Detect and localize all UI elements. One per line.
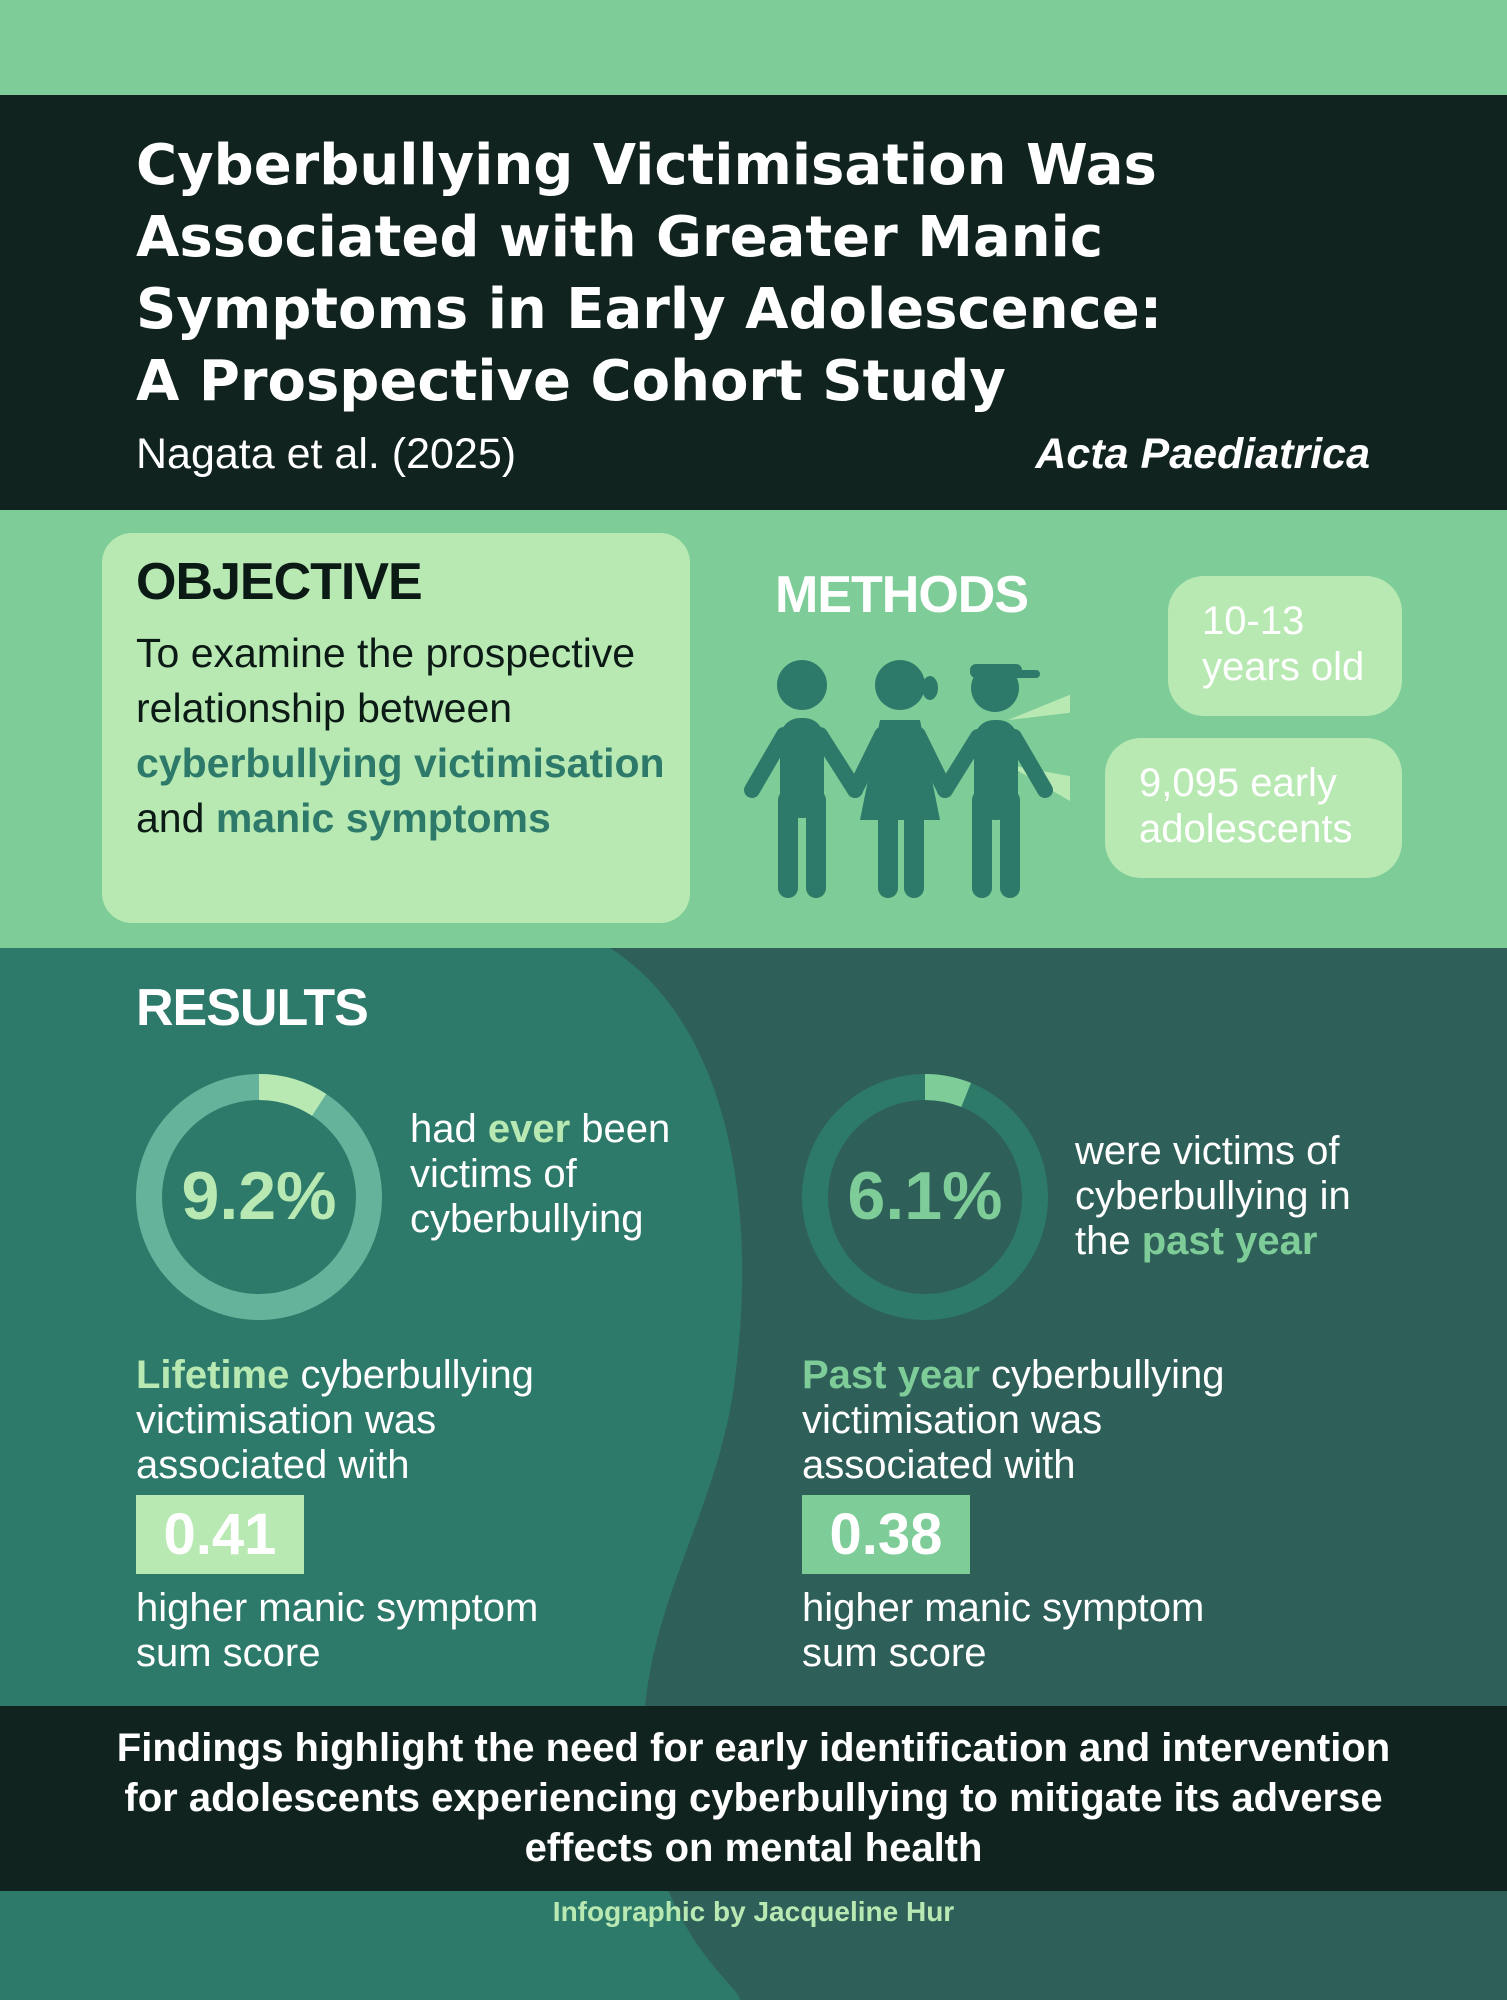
past-year-assoc-highlight: Past year: [802, 1353, 980, 1397]
past-year-assoc-rest: cyberbullying victimisation was associated with: [802, 1353, 1225, 1487]
infographic-credit: Infographic by Jacqueline Hur: [552, 1896, 955, 1927]
past-year-association-text: [802, 1353, 1272, 1488]
objective-text-start: To examine the prospective relationship between: [136, 630, 636, 731]
title-line: Symptoms in Early Adolescence:: [136, 277, 1163, 342]
objective-heading: OBJECTIVE: [136, 553, 422, 611]
journal-name: Acta Paediatrica: [1035, 430, 1370, 478]
lifetime-outcome: higher manic symptom sum score: [136, 1586, 539, 1675]
results-heading: RESULTS: [136, 979, 368, 1037]
three-children-icon: [740, 640, 1070, 900]
lifetime-effect-value: 0.41: [136, 1495, 304, 1574]
lifetime-desc-end: been victims of cyberbullying: [410, 1107, 671, 1241]
age-line: 10-13: [1202, 599, 1305, 643]
authors: Nagata et al. (2025): [136, 430, 517, 478]
past-year-desc-start: were victims of cyberbullying in the: [1075, 1129, 1351, 1263]
conclusion-text: Findings highlight the need for early identification and intervention for adolescents experiencing cyberbullying to mitigate its adverse effects on mental health: [116, 1726, 1391, 1870]
lifetime-desc-start: had: [410, 1107, 488, 1151]
objective-highlight-cyberbullying: cyberbullying victimisation: [136, 740, 665, 786]
title-line: Associated with Greater Manic: [136, 205, 1104, 270]
past-year-desc-highlight: past year: [1141, 1219, 1318, 1263]
sample-line: 9,095 early: [1139, 761, 1337, 805]
lifetime-association-text: [136, 1353, 606, 1488]
top-strip: [0, 0, 1507, 95]
lifetime-description: [410, 1107, 680, 1242]
lifetime-desc-highlight: ever: [487, 1107, 571, 1151]
past-year-description: [1075, 1129, 1375, 1264]
objective-highlight-manic: manic symptoms: [215, 795, 551, 841]
past-year-percent: 6.1%: [847, 1158, 1003, 1234]
title-line: Cyberbullying Victimisation Was: [136, 133, 1157, 198]
age-line: years old: [1202, 645, 1365, 689]
title-line: A Prospective Cohort Study: [136, 349, 1006, 414]
lifetime-assoc-highlight: Lifetime: [136, 1353, 290, 1397]
objective-text: [136, 626, 676, 846]
objective-text-mid: and: [136, 795, 216, 841]
age-callout: [1168, 576, 1402, 716]
lifetime-assoc-rest: cyberbullying victimisation was associated with: [136, 1353, 534, 1487]
past-year-effect-value: 0.38: [802, 1495, 970, 1574]
page-title: [136, 130, 1386, 418]
lifetime-percent: 9.2%: [181, 1158, 337, 1234]
sample-line: adolescents: [1139, 807, 1353, 851]
past-year-outcome: higher manic symptom sum score: [802, 1586, 1205, 1675]
sample-callout: [1105, 738, 1402, 878]
methods-heading: METHODS: [775, 566, 1028, 624]
